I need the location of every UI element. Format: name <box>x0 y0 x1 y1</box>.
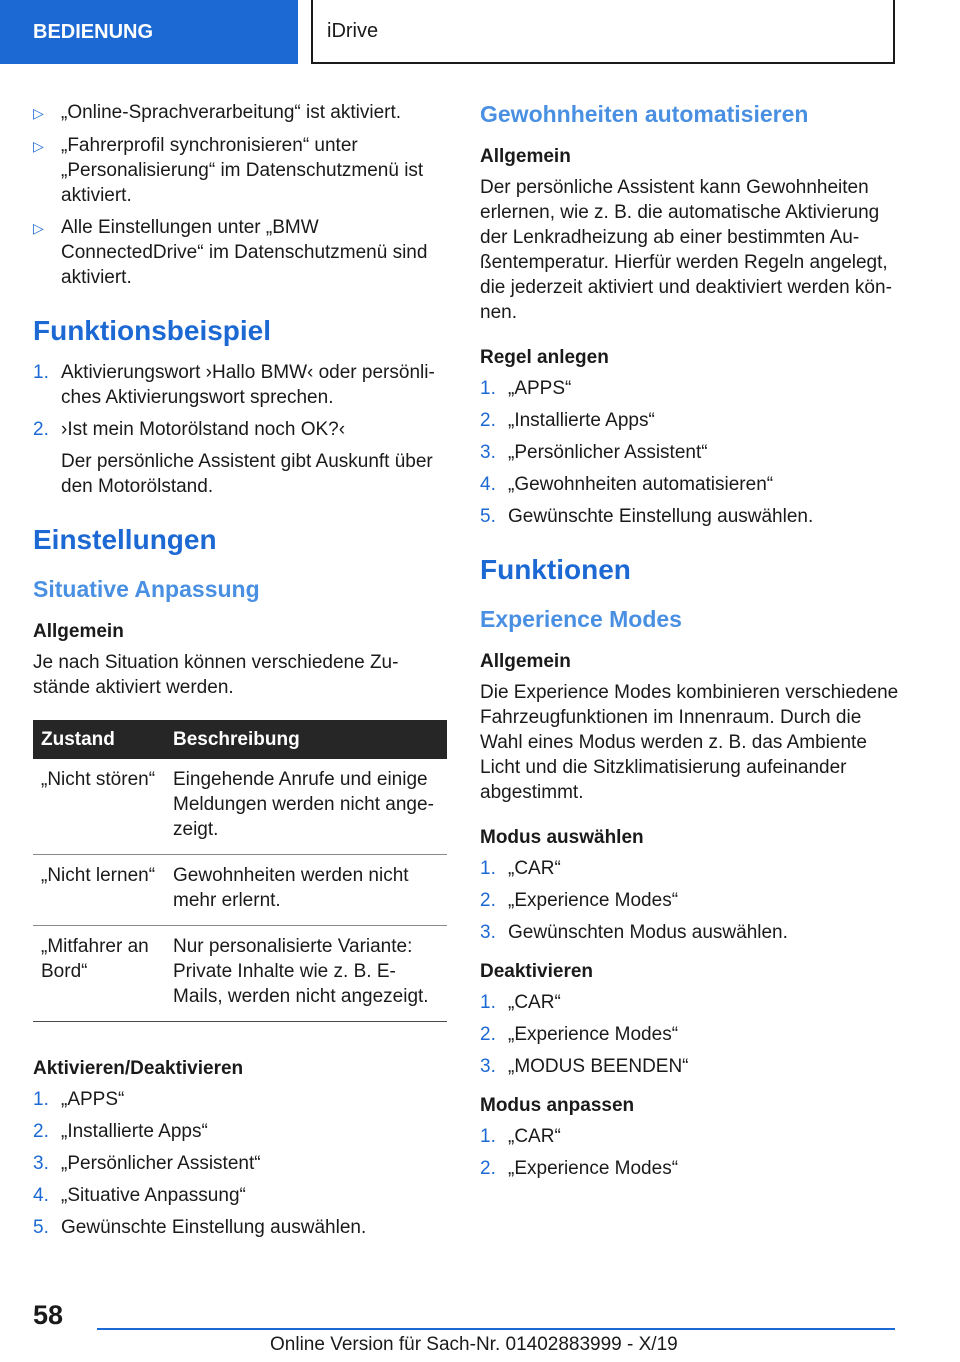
right-column <box>480 100 900 1188</box>
left-column <box>33 100 447 1247</box>
list-item: 5. Gewünschte Einstellung auswählen. <box>480 506 814 527</box>
triangle-bullet-icon: ▷ <box>33 105 44 121</box>
column-header-zustand: Zustand <box>33 720 165 759</box>
list-item: 4. „Gewohnheiten automatisieren“ <box>480 474 774 495</box>
table-row: „Nicht lernen“ Gewohnheiten werden nicht mehr erlernt. <box>33 855 447 926</box>
list-item: 2. „Experience Modes“ <box>480 1158 679 1179</box>
list-item: 3. Gewünschten Modus auswählen. <box>480 922 788 943</box>
table-row: „Mitfahrer an Bord“ Nur personalisierte Variante: Private Inhalte wie z. B. E-Mails, werden nicht angezeigt. <box>33 926 447 1022</box>
triangle-bullet-icon: ▷ <box>33 220 44 236</box>
subheading-allgemein: Allgemein <box>33 621 124 642</box>
triangle-bullet-icon: ▷ <box>33 138 44 154</box>
list-item: 1. „CAR“ <box>480 992 561 1013</box>
subheading-aktivieren: Aktivieren/Deaktivieren <box>33 1058 244 1079</box>
list-item: 1. „APPS“ <box>33 1089 125 1110</box>
heading-einstellungen: Einstellungen <box>33 524 217 555</box>
list-item: 1. „CAR“ <box>480 858 561 879</box>
list-item: ▷ „Fahrerprofil synchronisieren“ unter „Personalisierung“ im Datenschutzmenü ist aktiviert. <box>33 135 424 206</box>
list-item: 3. „Persönlicher Assistent“ <box>33 1153 261 1174</box>
section-title: BEDIENUNG <box>33 20 154 43</box>
list-item: 2. „Experience Modes“ <box>480 1024 679 1045</box>
paragraph: Je nach Situation können verschiedene Zustände aktiviert werden. <box>33 652 399 698</box>
list-item: 3. „MODUS BEENDEN“ <box>480 1056 689 1077</box>
chapter-title: iDrive <box>327 19 379 42</box>
list-item: 1. „APPS“ <box>480 378 572 399</box>
list-item: 3. „Persönlicher Assistent“ <box>480 442 708 463</box>
chapter-box <box>311 0 895 64</box>
regel-steps <box>480 376 900 529</box>
heading-gewohnheiten: Gewohnheiten automatisieren <box>480 101 809 127</box>
list-item: 2. „Installierte Apps“ <box>480 410 655 431</box>
heading-situative-anpassung: Situative Anpassung <box>33 576 260 602</box>
list-item: 1. Aktivierungswort ›Hallo BMW‹ oder persönliches Aktivierungswort sprechen. <box>33 362 435 408</box>
list-item: 4. „Situative Anpassung“ <box>33 1185 246 1206</box>
modus-auswaehlen-steps <box>480 856 900 945</box>
table-row: „Nicht stören“ Eingehende Anrufe und einige Meldungen werden nicht angezeigt. <box>33 759 447 855</box>
paragraph: Die Experience Modes kombinieren verschiedene Fahrzeugfunktionen im Innenraum. Durch die Wahl eines Modus werden z. B. das Ambiente Licht und die Sitzklimatisierung aufeinander abgestimmt. <box>480 682 899 803</box>
list-item: 2. ›Ist mein Motorölstand noch OK?‹ <box>33 419 346 440</box>
subheading-deaktivieren: Deaktivieren <box>480 961 594 982</box>
list-item: 2. „Installierte Apps“ <box>33 1121 208 1142</box>
subheading-allgemein: Allgemein <box>480 651 571 672</box>
heading-experience-modes: Experience Modes <box>480 606 682 632</box>
example-steps <box>33 360 447 442</box>
state-table <box>33 720 447 1022</box>
section-tab <box>0 0 298 64</box>
subheading-modus-anpassen: Modus anpassen <box>480 1095 635 1116</box>
footer-divider <box>97 1328 895 1330</box>
subheading-regel-anlegen: Regel anlegen <box>480 347 609 368</box>
list-item: 5. Gewünschte Einstellung auswählen. <box>33 1217 367 1238</box>
list-item: ▷ „Online-Sprachverarbeitung“ ist aktiviert. <box>33 100 447 126</box>
list-item: 1. „CAR“ <box>480 1126 561 1147</box>
column-header-beschreibung: Beschreibung <box>165 720 447 759</box>
aktivieren-steps <box>33 1087 447 1240</box>
page-number: 58 <box>33 1300 64 1330</box>
list-item: 2. „Experience Modes“ <box>480 890 679 911</box>
subheading-allgemein: Allgemein <box>480 146 571 167</box>
requirements-list <box>33 100 447 290</box>
heading-funktionen: Funktionen <box>480 554 631 585</box>
paragraph: Der persönliche Assistent kann Gewohnheiten erlernen, wie z. B. die automatische Aktivierung der Lenkradheizung ab einer bestimmten Außentemperatur. Hierfür werden Regeln angelegt, die jederzeit aktiviert und deaktiviert werden können. <box>480 177 892 323</box>
list-item: ▷ Alle Einstellungen unter „BMW ConnectedDrive“ im Datenschutzmenü sind aktiviert. <box>33 217 428 288</box>
footer-text: Online Version für Sach-Nr. 01402883999 - X/19 <box>270 1334 678 1355</box>
step-note: Der persönliche Assistent gibt Auskunft über den Motorölstand. <box>61 451 433 497</box>
deaktivieren-steps <box>480 990 900 1079</box>
anpassen-steps <box>480 1124 900 1181</box>
subheading-modus-auswaehlen: Modus auswählen <box>480 827 644 848</box>
heading-funktionsbeispiel: Funktionsbeispiel <box>33 315 272 346</box>
